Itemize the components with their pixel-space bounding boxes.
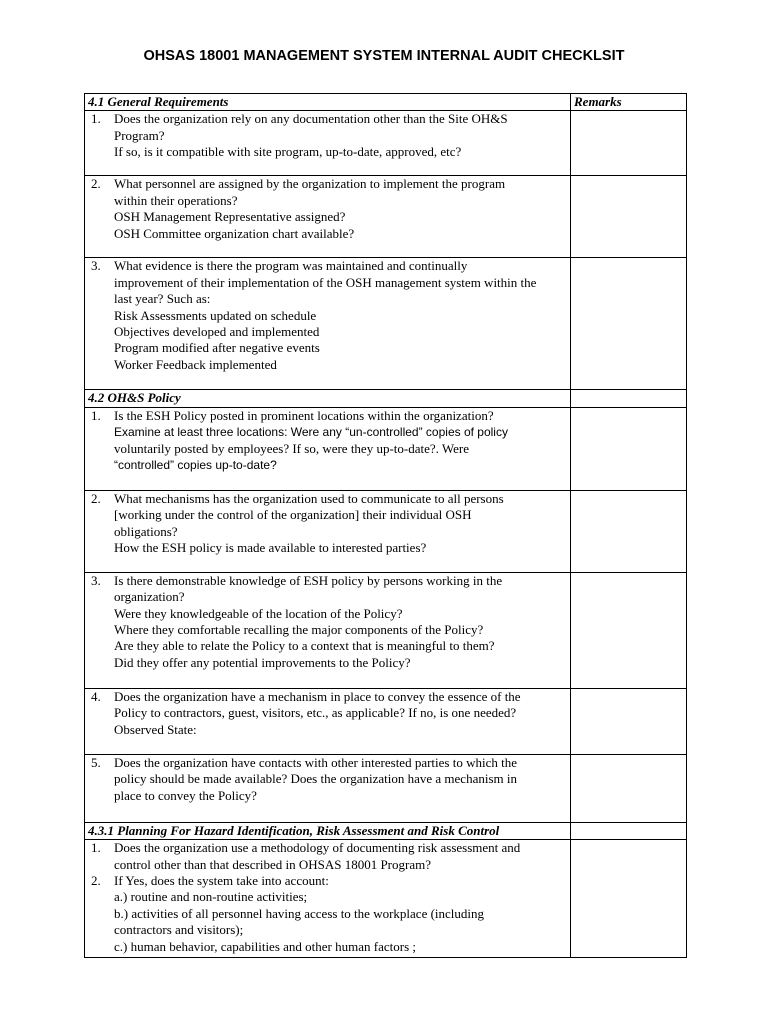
question-line: organization? [114, 589, 185, 605]
question-line: improvement of their implementation of the OSH management system within the [114, 274, 537, 290]
table-row [85, 688, 687, 754]
question-line: Does the organization rely on any documentation other than the Site OH&S [114, 111, 508, 127]
question-line: How the ESH policy is made available to interested parties? [114, 540, 427, 556]
question-line: Where they comfortable recalling the major components of the Policy? [114, 622, 484, 638]
question-line: Is there demonstrable knowledge of ESH policy by persons working in the [114, 572, 503, 588]
item-number: 1. [91, 840, 101, 856]
question-line: voluntarily posted by employees? If so, were they up-to-date?. Were [114, 440, 470, 456]
question-line: If Yes, does the system take into account: [114, 873, 329, 889]
table-row [85, 490, 687, 572]
audit-checklist-table [84, 93, 687, 958]
question-line: b.) activities of all personnel having access to the workplace (including [114, 905, 485, 921]
checklist-question [85, 407, 571, 490]
question-line: Examine at least three locations: Were any “un-controlled” copies of policy [114, 425, 508, 440]
checklist-question [85, 754, 571, 822]
checklist-question [85, 258, 571, 390]
question-line: “controlled” copies up-to-date? [114, 458, 277, 473]
question-line: obligations? [114, 523, 178, 539]
remarks-cell[interactable] [571, 572, 687, 688]
question-line: Observed State: [114, 721, 197, 737]
remarks-cell[interactable] [571, 840, 687, 958]
question-line: If so, is it compatible with site program, up-to-date, approved, etc? [114, 144, 462, 160]
item-number: 4. [91, 688, 101, 704]
question-line: contractors and visitors); [114, 922, 244, 938]
item-number: 2. [91, 176, 101, 192]
question-line: Does the organization use a methodology of documenting risk assessment and [114, 840, 521, 856]
remarks-cell[interactable] [571, 754, 687, 822]
question-line: OSH Management Representative assigned? [114, 209, 346, 225]
question-line: Program? [114, 127, 165, 143]
question-line: What evidence is there the program was maintained and continually [114, 258, 468, 274]
item-number: 5. [91, 754, 101, 770]
question-line: control other than that described in OHSAS 18001 Program? [114, 856, 431, 872]
table-row [85, 840, 687, 958]
question-line: Program modified after negative events [114, 340, 320, 356]
question-line: Policy to contractors, guest, visitors, etc., as applicable? If no, is one needed? [114, 705, 517, 721]
remarks-cell[interactable] [571, 822, 687, 839]
section-heading: 4.1 General Requirements [85, 94, 571, 111]
remarks-header: Remarks [571, 94, 687, 111]
question-line: What mechanisms has the organization used to communicate to all persons [114, 490, 504, 506]
question-line: Worker Feedback implemented [114, 356, 277, 372]
question-line: What personnel are assigned by the organization to implement the program [114, 176, 506, 192]
question-line: place to convey the Policy? [114, 787, 257, 803]
table-row [85, 754, 687, 822]
remarks-cell[interactable] [571, 111, 687, 176]
question-line: OSH Committee organization chart available? [114, 225, 355, 241]
checklist-question [85, 572, 571, 688]
question-line: c.) human behavior, capabilities and other human factors ; [114, 938, 416, 954]
remarks-cell[interactable] [571, 390, 687, 407]
question-line: Risk Assessments updated on schedule [114, 307, 317, 323]
table-row [85, 111, 687, 176]
question-line: policy should be made available? Does the organization have a mechanism in [114, 771, 517, 787]
section-header-row [85, 94, 687, 111]
item-number: 1. [91, 407, 101, 423]
question-line: Is the ESH Policy posted in prominent locations within the organization? [114, 407, 494, 423]
checklist-question [85, 176, 571, 258]
remarks-cell[interactable] [571, 688, 687, 754]
item-number: 2. [91, 873, 101, 889]
question-line: Were they knowledgeable of the location of the Policy? [114, 605, 403, 621]
section-header-row [85, 822, 687, 839]
question-line: a.) routine and non-routine activities; [114, 889, 308, 905]
remarks-cell[interactable] [571, 176, 687, 258]
question-line: [working under the control of the organization] their individual OSH [114, 507, 472, 523]
checklist-question [85, 490, 571, 572]
section-header-row [85, 390, 687, 407]
section-heading: 4.3.1 Planning For Hazard Identification, Risk Assessment and Risk Control [85, 822, 571, 839]
question-line: Did they offer any potential improvements to the Policy? [114, 654, 411, 670]
table-row [85, 258, 687, 390]
checklist-question [85, 111, 571, 176]
remarks-cell[interactable] [571, 407, 687, 490]
document-title: OHSAS 18001 MANAGEMENT SYSTEM INTERNAL AUDIT CHECKLSIT [143, 48, 625, 64]
item-number: 2. [91, 490, 101, 506]
table-row [85, 572, 687, 688]
item-number: 1. [91, 111, 101, 127]
checklist-question [85, 688, 571, 754]
table-row [85, 176, 687, 258]
item-number: 3. [91, 572, 101, 588]
table-row [85, 407, 687, 490]
remarks-cell[interactable] [571, 490, 687, 572]
question-line: Does the organization have a mechanism in place to convey the essence of the [114, 688, 521, 704]
question-line: Does the organization have contacts with other interested parties to which the [114, 754, 517, 770]
item-number: 3. [91, 258, 101, 274]
checklist-question [85, 840, 571, 958]
question-line: last year? Such as: [114, 291, 211, 307]
question-line: Are they able to relate the Policy to a context that is meaningful to them? [114, 638, 495, 654]
section-heading: 4.2 OH&S Policy [85, 390, 571, 407]
question-line: Objectives developed and implemented [114, 324, 320, 340]
remarks-cell[interactable] [571, 258, 687, 390]
question-line: within their operations? [114, 192, 238, 208]
